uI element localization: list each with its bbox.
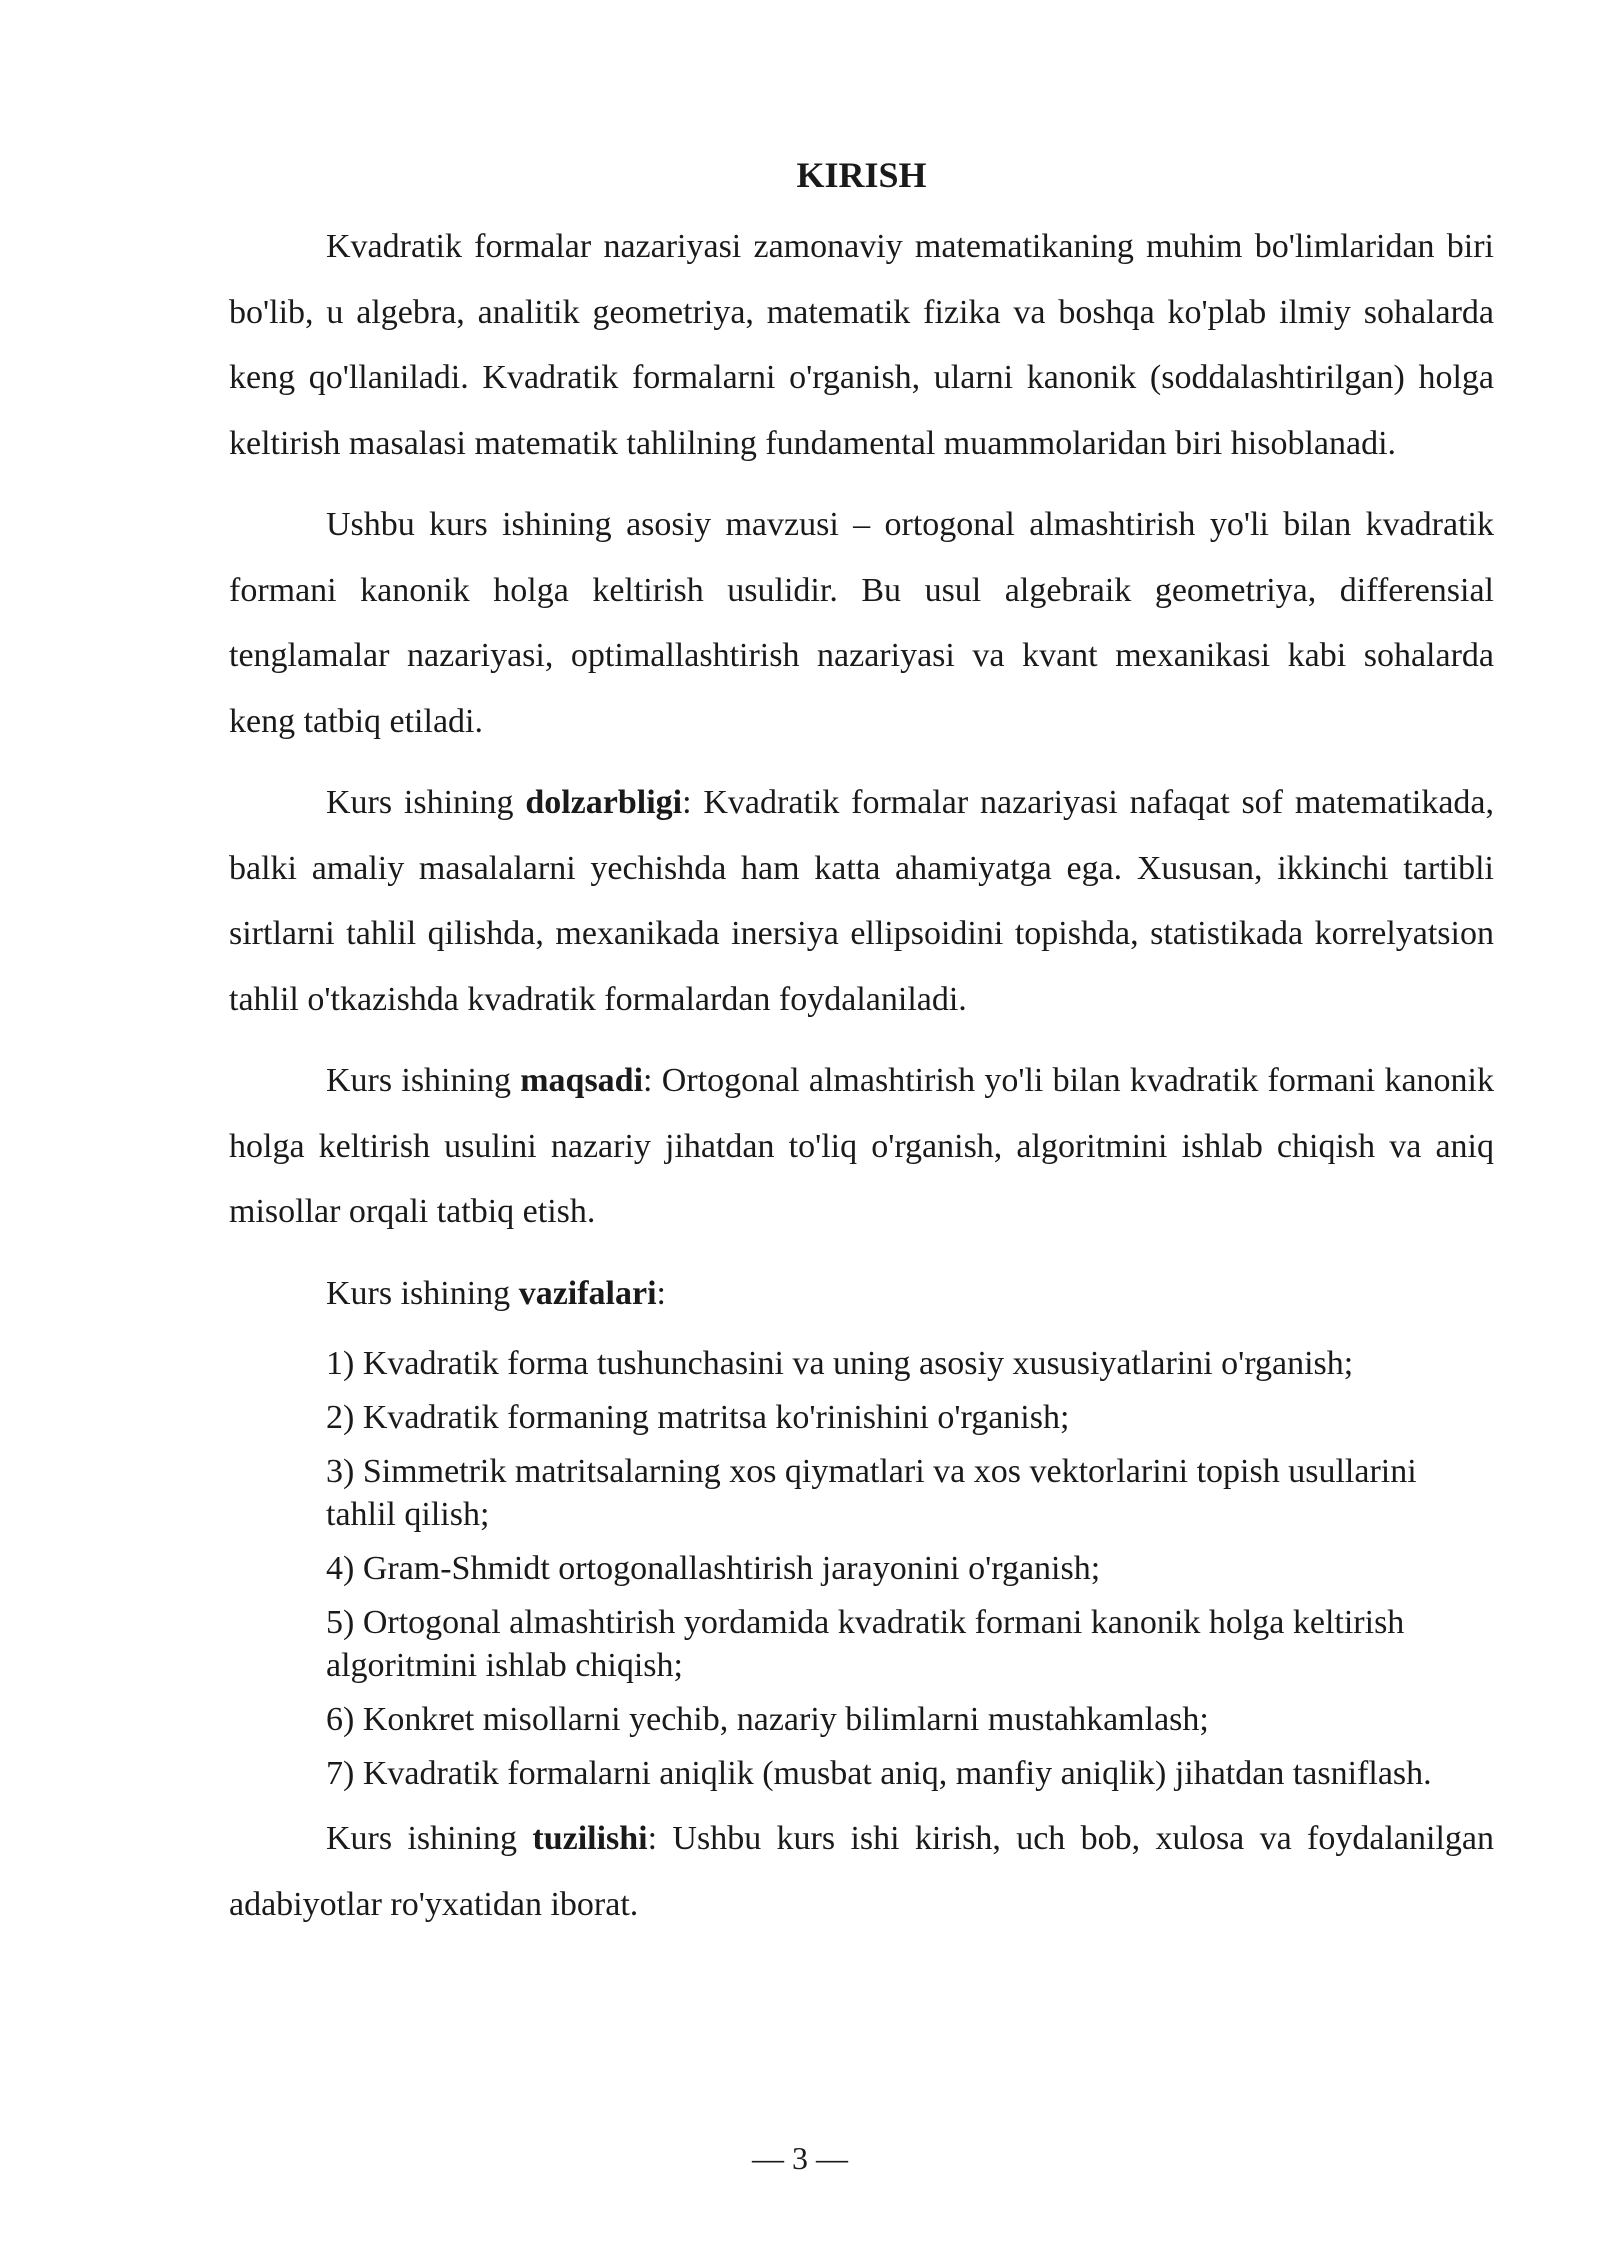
structure-prefix: Kurs ishining: [326, 1820, 533, 1857]
tasks-suffix: :: [656, 1274, 666, 1312]
relevance-text: : Kvadratik formalar nazariyasi nafaqat sof matematikada, balki amaliy masalalarni yechishda ham katta ahamiyatga ega. Xususan, ikkinchi tartibli sirtlarni tahlil qilishda, mexanikada inersiya ellipsoidini topishda, statistikada korrelyatsion tahlil o'tkazishda kvadratik formalardan foydalaniladi.: [229, 784, 1494, 1018]
list-item: 4) Gram-Shmidt ortogonallashtirish jarayonini o'rganish;: [326, 1550, 1101, 1587]
goal-paragraph: [229, 1048, 1494, 1245]
structure-paragraph: [229, 1806, 1494, 1937]
page-number: — 3 —: [752, 2140, 848, 2176]
list-item: 6) Konkret misollarni yechib, nazariy bilimlarni mustahkamlash;: [326, 1701, 1209, 1738]
relevance-term: dolzarbligi: [525, 784, 683, 821]
structure-text: : Ushbu kurs ishi kirish, uch bob, xulosa va foydalanilgan adabiyotlar ro'yxatidan iborat.: [229, 1820, 1494, 1923]
list-item: 7) Kvadratik formalarni aniqlik (musbat aniq, manfiy aniqlik) jihatdan tasniflash.: [326, 1755, 1432, 1792]
document-page: [229, 150, 1494, 1953]
tasks-prefix: Kurs ishining: [326, 1274, 519, 1312]
relevance-prefix: Kurs ishining: [326, 784, 526, 821]
intro-paragraph: Kvadratik formalar nazariyasi zamonaviy matematikaning muhim bo'limlaridan biri bo'lib, u algebra, analitik geometriya, matematik fizika va boshqa ko'plab ilmiy sohalarda keng qo'llaniladi. Kvadratik formalarni o'rganish, ularni kanonik (soddalashtirilgan) holga keltirish masalasi matematik tahlilning fundamental muammolaridan biri hisoblanadi.: [229, 228, 1494, 462]
tasks-term: vazifalari: [518, 1274, 657, 1312]
list-item: 2) Kvadratik formaning matritsa ko'rinishini o'rganish;: [326, 1399, 1070, 1436]
list-item: 5) Ortogonal almashtirish yordamida kvadratik formani kanonik holga keltirish algoritmini ishlab chiqish;: [326, 1604, 1405, 1684]
goal-prefix: Kurs ishining: [326, 1062, 521, 1099]
goal-term: maqsadi: [520, 1062, 644, 1099]
topic-paragraph: Ushbu kurs ishining asosiy mavzusi – ortogonal almashtirish yo'li bilan kvadratik formani kanonik holga keltirish usulidir. Bu usul algebraik geometriya, differensial tenglamalar nazariyasi, optimallashtirish nazariyasi va kvant mexanikasi kabi sohalarda keng tatbiq etiladi.: [229, 506, 1494, 740]
goal-text: : Ortogonal almashtirish yo'li bilan kvadratik formani kanonik holga keltirish usulini nazariy jihatdan to'liq o'rganish, algoritmini ishlab chiqish va aniq misollar orqali tatbiq etish.: [229, 1062, 1494, 1230]
list-item: 3) Simmetrik matritsalarning xos qiymatlari va xos vektorlarini topish usullarini tahlil qilish;: [326, 1453, 1417, 1533]
list-item: 1) Kvadratik forma tushunchasini va uning asosiy xususiyatlarini o'rganish;: [326, 1345, 1354, 1382]
tasks-list: [326, 1342, 1494, 1795]
section-title: KIRISH: [796, 155, 927, 195]
structure-term: tuzilishi: [532, 1820, 648, 1857]
tasks-heading: [229, 1261, 1494, 1327]
relevance-paragraph: [229, 770, 1494, 1032]
